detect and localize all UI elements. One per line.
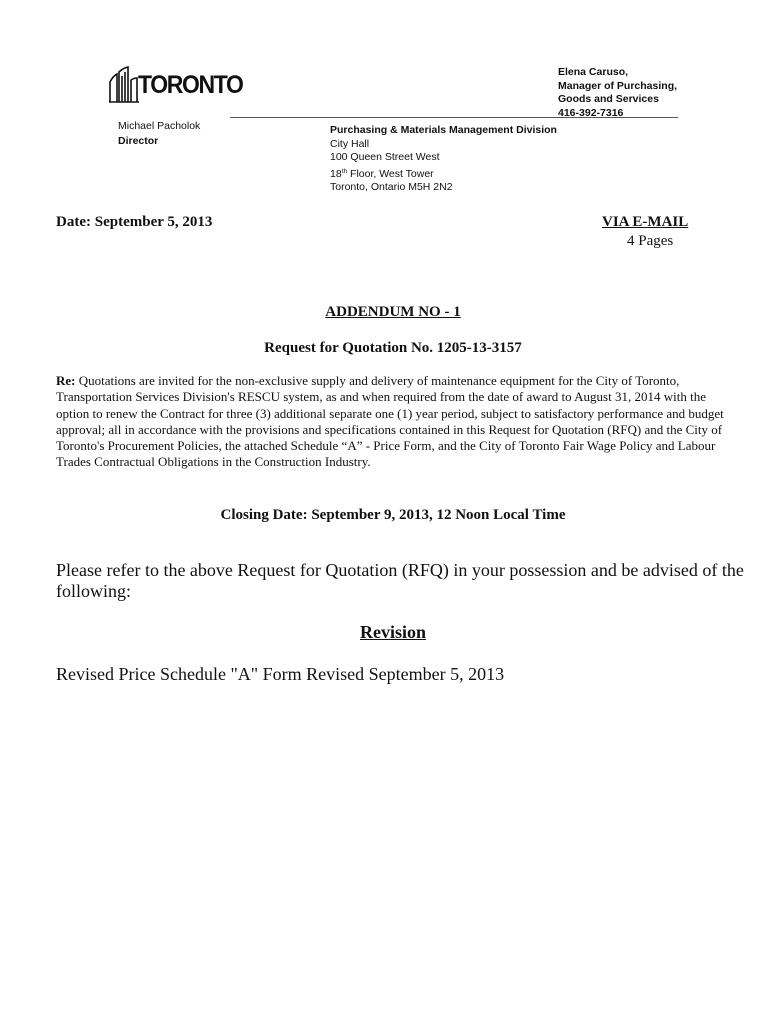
floor-number: 18 <box>330 167 342 180</box>
revision-heading: Revision <box>359 622 426 642</box>
closing-date: Closing Date: September 9, 2013, 12 Noon Local Time <box>220 507 566 523</box>
director-title: Director <box>118 135 159 147</box>
re-label: Re: <box>56 373 76 388</box>
contact-block <box>558 66 677 120</box>
re-paragraph <box>56 373 732 471</box>
revised-schedule-line: Revised Price Schedule "A" Form Revised September 5, 2013 <box>56 664 505 684</box>
address-line-4: Toronto, Ontario M5H 2N2 <box>330 181 453 193</box>
logo-wordmark: TORONTO <box>138 71 243 99</box>
delivery-method: VIA E-MAIL <box>602 214 689 230</box>
division-name: Purchasing & Materials Management Division <box>330 124 557 136</box>
contact-phone: 416-392-7316 <box>558 106 624 119</box>
city-hall-icon <box>108 66 140 104</box>
contact-name: Elena Caruso, <box>558 66 629 78</box>
contact-title-line1: Manager of Purchasing, <box>558 79 678 92</box>
director-block <box>118 119 200 149</box>
rfq-title: Request for Quotation No. 1205-13-3157 <box>264 340 522 356</box>
address-line-2: 100 Queen Street West <box>330 151 440 163</box>
re-text: Quotations are invited for the non-exclusive supply and delivery of maintenance equipment for the City of Toronto, Transportation Services Division's RESCU system, as and when required from the date of award to August 31, 2014 with the option to renew the Contract for three (3) additional separate one (1) year period, subject to satisfactory performance and budget approval; all in accordance with the provisions and specifications contained in this Request for Quotation (RFQ) and the City of Toronto's Procurement Policies, the attached Schedule “A” - Price Form, and the City of Toronto Fair Wage Policy and Labour Trades Contractual Obligations in the Construction Industry. <box>56 373 724 470</box>
addendum-title: ADDENDUM NO - 1 <box>325 304 461 320</box>
document-date: Date: September 5, 2013 <box>56 214 213 230</box>
director-name: Michael Pacholok <box>118 120 201 132</box>
floor-rest: Floor, West Tower <box>347 167 434 180</box>
floor-suffix: th <box>341 167 348 175</box>
page-count: 4 Pages <box>627 233 674 249</box>
address-line-1: City Hall <box>330 137 370 150</box>
refer-paragraph: Please refer to the above Request for Quotation (RFQ) in your possession and be advised of the following: <box>56 560 744 601</box>
city-of-toronto-logo <box>108 66 243 106</box>
contact-title-line2: Goods and Services <box>558 93 659 105</box>
division-address-block <box>330 124 557 195</box>
address-line-3 <box>330 165 557 182</box>
